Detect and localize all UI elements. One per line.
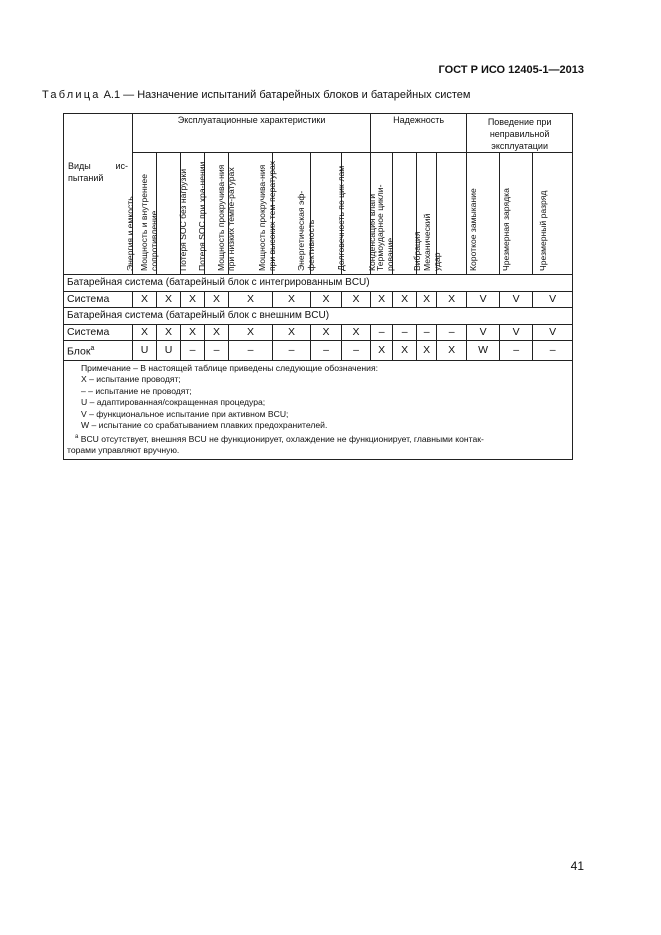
table-cell: – bbox=[181, 341, 205, 361]
table-cell: X bbox=[133, 292, 157, 308]
table-cell: X bbox=[393, 341, 417, 361]
table-cell: – bbox=[311, 341, 342, 361]
test-kind-label-a: Виды bbox=[68, 161, 91, 171]
table-cell: X bbox=[342, 325, 371, 341]
table-caption bbox=[42, 89, 470, 101]
col-header-text: Термоударное цикли-рование bbox=[374, 184, 395, 271]
footnote-text-line1: BCU отсутствует, внешняя BCU не функционирует, охлаждение не функционирует, главными контак- bbox=[78, 433, 484, 444]
col-header bbox=[533, 153, 573, 275]
table-cell: X bbox=[205, 325, 229, 341]
col-header-text: Конденсация влаги bbox=[366, 193, 377, 271]
footnote bbox=[67, 432, 569, 445]
col-header bbox=[467, 153, 500, 275]
col-header-text: Энергетическая эф-фективность bbox=[296, 190, 316, 271]
col-header bbox=[421, 153, 467, 275]
table-cell: X bbox=[437, 292, 467, 308]
col-header-text: Механический удар bbox=[421, 213, 442, 271]
table-cell: V bbox=[467, 325, 500, 341]
col-header-text: Мощность прокручива-ния при низких темпе-ратурах bbox=[215, 164, 236, 271]
table-cell: X bbox=[311, 292, 342, 308]
note-item: W – испытание со срабатыванием плавких предохранителей. bbox=[81, 420, 328, 430]
table-cell: X bbox=[342, 292, 371, 308]
test-kind-label-c: пытаний bbox=[68, 173, 104, 183]
table-cell: X bbox=[371, 292, 393, 308]
table-cell: U bbox=[157, 341, 181, 361]
table-cell: X bbox=[133, 325, 157, 341]
table-cell: X bbox=[181, 292, 205, 308]
page-number: 41 bbox=[570, 859, 584, 873]
col-header bbox=[500, 153, 533, 275]
table-cell: V bbox=[500, 292, 533, 308]
table-cell: V bbox=[500, 325, 533, 341]
section-external-bcu: Батарейная система (батарейный блок с внешним BCU) bbox=[64, 308, 573, 325]
table-cell: X bbox=[417, 292, 437, 308]
table-cell: X bbox=[205, 292, 229, 308]
table-cell: – bbox=[393, 325, 417, 341]
table-cell: W bbox=[467, 341, 500, 361]
table-cell: X bbox=[393, 292, 417, 308]
group-reliability: Надежность bbox=[371, 114, 467, 153]
table-cell: X bbox=[273, 292, 311, 308]
table-cell: V bbox=[533, 292, 573, 308]
table-row bbox=[64, 341, 573, 361]
note-item: – – испытание не проводят; bbox=[81, 385, 192, 396]
table-row bbox=[64, 325, 573, 341]
note-item: V – функциональное испытание при активном BCU; bbox=[81, 408, 289, 419]
col-header-text: Энергия и емкость bbox=[124, 196, 135, 271]
table-cell: – bbox=[342, 341, 371, 361]
notes-title: Примечание – В настоящей таблице приведены следующие обозначения: bbox=[81, 362, 379, 373]
col-header-text: Вибрация bbox=[411, 231, 422, 271]
table-cell: X bbox=[437, 341, 467, 361]
section-integrated-bcu: Батарейная система (батарейный блок с интегрированным BCU) bbox=[64, 275, 573, 292]
footnote-mark: a bbox=[75, 433, 79, 440]
table-cell: V bbox=[533, 325, 573, 341]
group-operational: Эксплуатационные характеристики bbox=[133, 114, 371, 153]
table-cell: – bbox=[533, 341, 573, 361]
table-cell: – bbox=[273, 341, 311, 361]
table-cell: – bbox=[417, 325, 437, 341]
table-cell: U bbox=[133, 341, 157, 361]
col-header-text: Долговечность по цик-лам bbox=[336, 165, 347, 271]
row-label bbox=[64, 341, 133, 361]
standard-code: ГОСТ Р ИСО 12405-1—2013 bbox=[438, 64, 584, 76]
col-header-text: Потеря SOC при хра-нении bbox=[196, 161, 207, 271]
table-cell: X bbox=[417, 341, 437, 361]
note-item: X – испытание проводят; bbox=[81, 374, 181, 384]
test-kind-header bbox=[64, 114, 133, 275]
table-cell: V bbox=[467, 292, 500, 308]
footnote-marker: a bbox=[90, 345, 95, 352]
test-assignment-table bbox=[63, 113, 573, 460]
table-cell: X bbox=[229, 292, 273, 308]
table-cell: – bbox=[500, 341, 533, 361]
col-header bbox=[138, 153, 181, 275]
table-cell: X bbox=[157, 325, 181, 341]
row-label: Система bbox=[64, 325, 133, 341]
col-header-text: Чрезмерный разряд bbox=[537, 190, 548, 271]
table-cell: X bbox=[311, 325, 342, 341]
row-label: Система bbox=[64, 292, 133, 308]
col-header-text: Чрезмерная зарядка bbox=[501, 188, 512, 271]
table-cell: X bbox=[273, 325, 311, 341]
table-cell: – bbox=[437, 325, 467, 341]
table-cell: X bbox=[229, 325, 273, 341]
col-header-text: Мощность и внутреннее сопротивление bbox=[138, 173, 159, 271]
table-cell: X bbox=[157, 292, 181, 308]
table-row bbox=[64, 292, 573, 308]
table-cell: X bbox=[181, 325, 205, 341]
table-notes bbox=[64, 360, 573, 460]
col-header-text: Потеря SOC без нагрузки bbox=[177, 168, 188, 271]
table-cell: – bbox=[371, 325, 393, 341]
caption-table-word: Таблица bbox=[42, 89, 101, 101]
table-cell: – bbox=[205, 341, 229, 361]
caption-title: А.1 — Назначение испытаний батарейных блоков и батарейных систем bbox=[100, 89, 471, 101]
table-cell: – bbox=[229, 341, 273, 361]
test-kind-label-b: ис- bbox=[115, 161, 128, 171]
col-header-text: Мощность прокручива-ния при высоких тем-пературах bbox=[256, 160, 277, 271]
group-misuse: Поведение при неправильной эксплуатации bbox=[467, 114, 573, 153]
note-item: U – адаптированная/сокращенная процедура; bbox=[81, 397, 266, 407]
footnote-text-line2: торами управляют вручную. bbox=[67, 444, 180, 455]
table-cell: X bbox=[371, 341, 393, 361]
row-label-text: Блок bbox=[67, 345, 91, 358]
col-header-text: Короткое замыкание bbox=[468, 188, 479, 271]
